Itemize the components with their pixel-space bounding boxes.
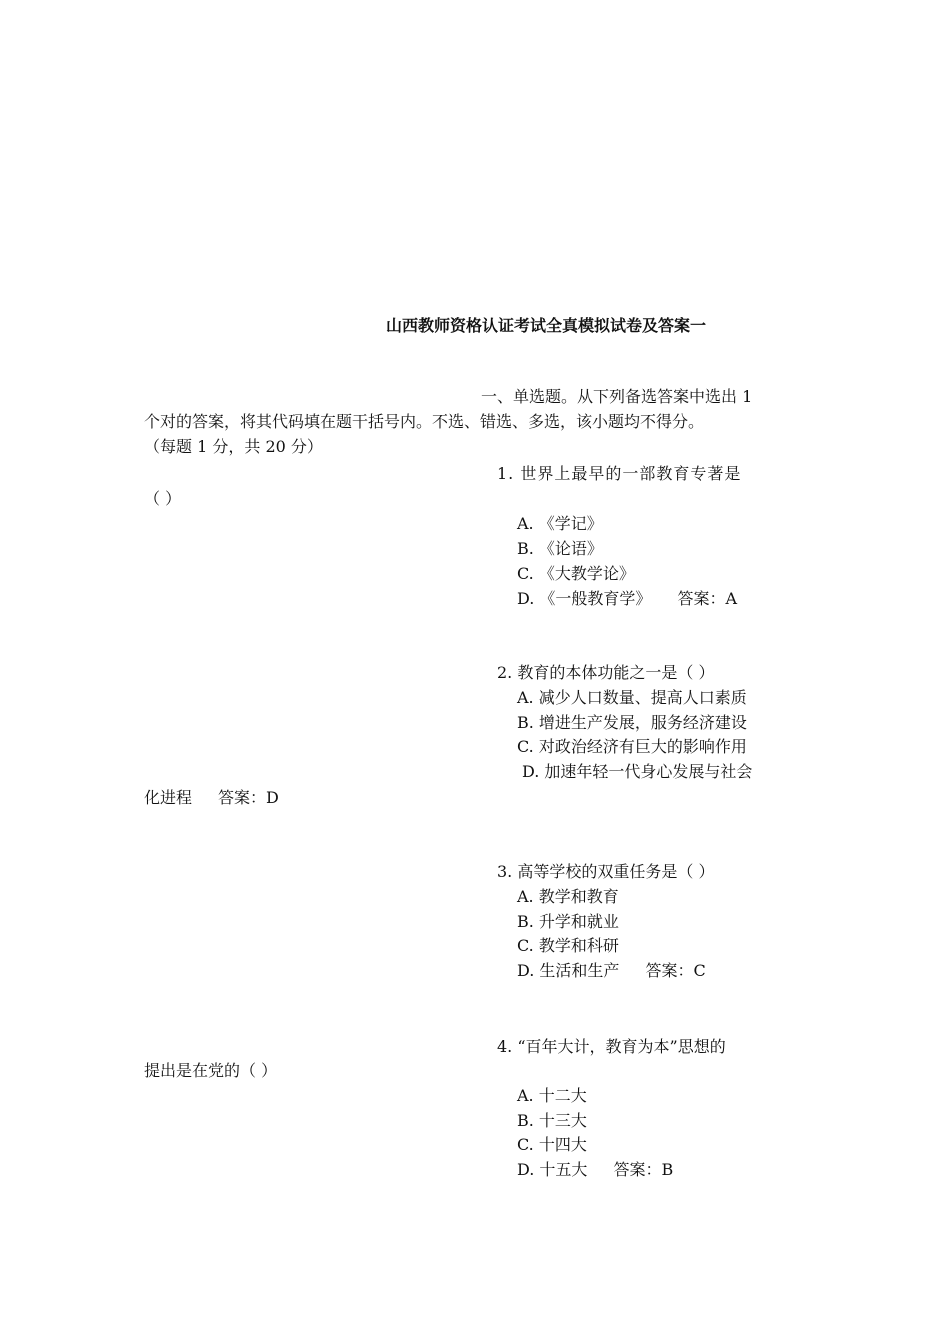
question-4-option-c: C. 十四大 [517,1135,587,1154]
question-3-option-c: C. 教学和科研 [517,936,619,955]
question-4-option-a: A. 十二大 [517,1086,587,1105]
question-3-stem: 3. 高等学校的双重任务是（ ） [497,862,715,881]
section-heading-line-3: （每题 1 分，共 20 分） [144,437,323,456]
section-heading-line-1: 一、单选题。从下列备选答案中选出 1 [481,387,753,406]
question-2-option-b: B. 增进生产发展，服务经济建设 [517,713,747,732]
question-1-option-c: C. 《大教学论》 [517,564,635,583]
question-1-stem-cont: （ ） [144,489,182,508]
question-3-answer: 答案：C [645,961,706,980]
question-1-option-b: B. 《论语》 [517,539,603,558]
question-3-option-a: A. 教学和教育 [517,887,619,906]
question-1-option-a: A. 《学记》 [517,514,603,533]
page-title: 山西教师资格认证考试全真模拟试卷及答案一 [386,316,707,335]
question-2-option-d-cont-text: 化进程 [144,788,193,807]
question-4-stem-cont: 提出是在党的（ ） [144,1061,278,1080]
question-3-option-b: B. 升学和就业 [517,912,619,931]
question-4-answer: 答案：B [613,1160,674,1179]
section-heading-line-2: 个对的答案，将其代码填在题干括号内。不选、错选、多选，该小题均不得分。 [144,412,705,431]
question-4-option-d-text: D. 十五大 [517,1160,588,1179]
question-1-stem: 1. 世界上最早的一部教育专著是 [497,464,742,483]
question-1-answer: 答案：A [677,589,737,608]
question-1-option-d-text: D. 《一般教育学》 [517,589,652,608]
question-4-option-b: B. 十三大 [517,1111,587,1130]
question-3-option-d [517,960,706,982]
question-4-stem: 4. “百年大计，教育为本”思想的 [497,1037,726,1056]
question-2-answer: 答案：D [218,788,279,807]
question-3-option-d-text: D. 生活和生产 [517,961,620,980]
question-1-option-d [517,588,737,610]
question-2-option-d: D. 加速年轻一代身心发展与社会 [522,762,753,781]
question-2-option-d-cont [144,787,279,809]
question-2-option-c: C. 对政治经济有巨大的影响作用 [517,737,747,756]
question-2-option-a: A. 减少人口数量、提高人口素质 [517,688,747,707]
question-4-option-d [517,1159,673,1181]
question-2-stem: 2. 教育的本体功能之一是（ ） [497,663,715,682]
